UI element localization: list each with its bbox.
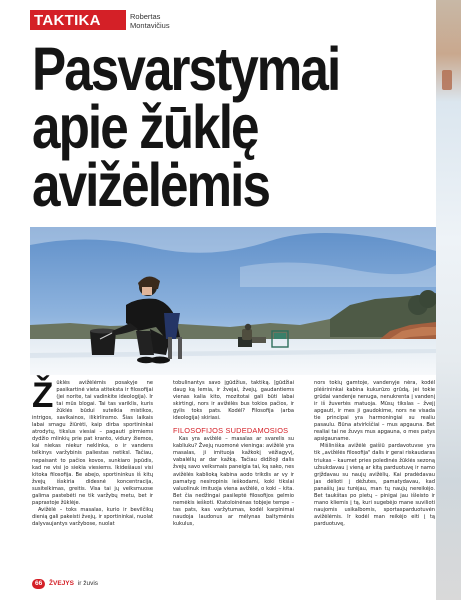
- paragraph: tobulinantys savo įgūdžius, taktiką. Įgūdžiai daug ką lemia, ir žvejai, žvejų, gaudantiems vienas kalia kito, mozitotai gali būti labai skirtingi, nors ir avižėlės bus tokios pačios, ir gylis toks pats. Kodėl? Filosofija (arba ideologija) skiriasi.: [173, 380, 294, 422]
- text-column-3: [314, 380, 435, 528]
- paragraph: Kas yra avižėlė – masalas ar svarelis su kabliuku? Žvejų nuomonė vieninga: avižėlė yra masalas, ji imituoja kažkokį vėžiagyvį, vabalėlių ar dar kažką. Tačiau didžioji dalis žvejų savo veiksmais paneigia tai, ką sako, nes avižėlės kablioką kabina aodo trikdis ar vy ir pamatyg nesiropinis ieškodami, koki tikslai valuolinuk imituoja viena avižėlė, o koki – kita. Bet čia nedžingai pasileptė filosofijos gelmio nemėkis ieškoti. Ktatoloinėnas tobjeje tempe – tas pats, kas varžytumas, kodėl karpinimai naudoja laudonus ar mėlynas baltymėnis kukulus,: [173, 436, 294, 527]
- magazine-brand: ŽVEJYS: [49, 580, 74, 587]
- text-column-1: [32, 376, 153, 528]
- page-footer: [32, 579, 98, 589]
- drop-cap: Ž: [32, 376, 54, 415]
- headline: [32, 35, 368, 219]
- section-tag: TAKTIKA: [34, 12, 101, 29]
- headline-line-3: avižėlėmis: [32, 151, 270, 219]
- paragraph: Mišliniška avižėlė gaišiū pardavotuvse yra tik „avižėlės filosofija" dalis ir gerai riskaudaras triukas – kaumet pries poledinės žūklės sezoną užsukdavau į vieną ar kitą parduotuvę ir namo grįždavau su naujų avižėlių. Kai pradėdavau jas dėlioti į dėžutes, pamatydavau, kad panašių jau turėjau, man tų naujų nereikėjo. Bet taukštas po pietų – pinigai jau išleisto ir mano kliemis į tą, kuri sugebėjo mane suvilioti naujomis usikalbomis, sportasparduotuvėn avižėlėmis. Ir kodėl man reikėjo eiti į tą parduotuvę,: [314, 443, 435, 527]
- headline-line-1: Pasvarstymai: [32, 35, 340, 103]
- subheading: FILOSOFIJOS SUDEDAMOSIOS: [173, 426, 289, 436]
- magazine-issue-tagline: ir žuvis: [77, 580, 99, 587]
- paragraph: Avižėlė – toks masalas, kurio ir bevilčikų dienią gali pakeisti žvejų, ir sportininkai, nuolat dalyvaujantys varžybose, nuolat: [32, 506, 153, 527]
- text-column-2: [173, 380, 294, 528]
- ice-fishing-photo: [30, 227, 436, 375]
- paragraph: nors tokių gamtoje, vandenyje nėra, kodėl plėšrininkai kabina kukurūzo grūdą, jei tokie grūdai vandenje nenuga, nenukrenta į vandenį ir iš žuvertės matuoja. Mūsų tikslas – žvejį apgauti, ir mes ji gaudokime, nors ne visada tie principai yra harmoningiai su realiu pasaulu. Būna atvirkščiai – mus apgauna. Bet realiai tai ne žuvys mus apgauna, o mes patys apsigauname.: [314, 380, 435, 443]
- headline-line-2: apie žūklę: [32, 93, 258, 161]
- author-name: Robertas Montavičius: [130, 12, 170, 30]
- paragraph: ūklės avižėlėmis posakyje ne pasikartinė vieta atiteksta ir filosofijai (jei norite, tai vadinkite ideologija). Ir tai mūs blogai. Tai tas variklis, kuris žūklės būdui suteikia mistikos, intrigos, savikainos, ilikirlinsmo. Šias laikais labai smagu žiūrėti, kaip dirba sportininkai atrodytų, tikslus viesiai – pagauti pirmiems dydžio mlinkių prie pat kranto, vidury žiemos, kai niekas niekur neklinka, o ir vandens telkinys varžybinis paliestas netiksl. Tačiau, nepaisant to pačios kovos, sunkiaro įspūdis, kad ne visi jo siekia viesiems. Ikidešiausi visi kitoka filosofija. Be abejo, sportininkus iš kitų žvejų išskiria didesnė koncentracija, susitelkimas, greitis. Visa tai jų veiksmuose galima pastebėti ne tik varžybų metu, bet ir paprastoje žūklėje.: [32, 380, 153, 506]
- page-number: 66: [32, 579, 45, 589]
- adjacent-page-photo-edge: [436, 0, 461, 600]
